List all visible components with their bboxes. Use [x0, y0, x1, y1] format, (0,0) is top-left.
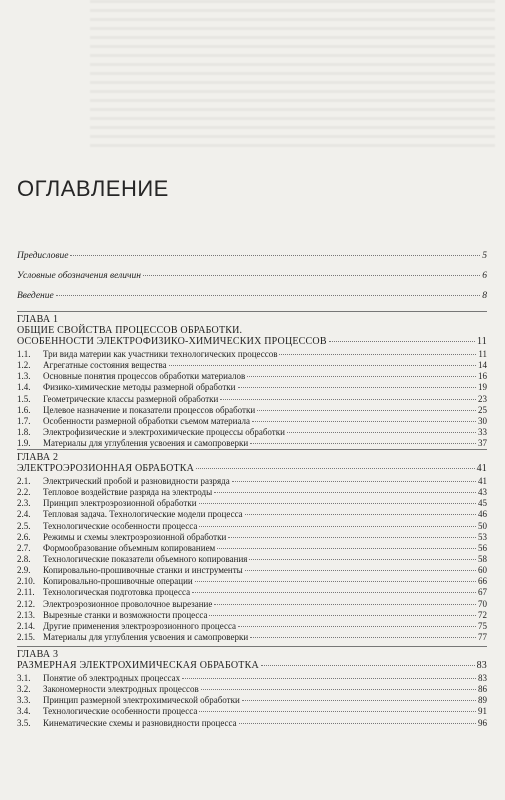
section-number: 2.10. — [17, 576, 35, 587]
entry-label: Материалы для углубления усвоения и самопроверки — [43, 631, 249, 642]
entry-page: 6 — [482, 271, 487, 281]
entry-page: 46 — [478, 509, 487, 520]
chapter-header: ГЛАВА 3 — [17, 646, 487, 660]
toc-entry[interactable] — [17, 521, 487, 532]
dot-leader — [242, 700, 476, 701]
toc-entry[interactable] — [17, 438, 487, 449]
entry-page: 50 — [478, 520, 487, 531]
section-number: 3.2. — [17, 684, 31, 695]
entry-label: Кинематические схемы и разновидности процесса — [43, 717, 237, 728]
toc-entry[interactable] — [17, 718, 487, 729]
toc-entry[interactable] — [17, 349, 487, 360]
entry-page: 70 — [478, 598, 487, 609]
section-number: 1.5. — [17, 393, 31, 404]
chapter-title-entry[interactable] — [17, 660, 487, 671]
entry-page: 66 — [478, 576, 487, 587]
entry-page: 8 — [482, 291, 487, 301]
chapter-header: ГЛАВА 1 — [17, 311, 487, 325]
dot-leader — [169, 365, 476, 366]
toc-entry[interactable] — [17, 286, 487, 306]
page-title: ОГЛАВЛЕНИЕ — [17, 176, 169, 201]
entry-label: Принцип электроэрозионной обработки — [43, 498, 197, 509]
entry-page: 56 — [478, 542, 487, 553]
entry-page: 5 — [482, 251, 487, 261]
entry-page: 30 — [478, 415, 487, 426]
dot-leader — [70, 255, 480, 256]
entry-label: Принцип размерной электрохимической обработки — [43, 695, 240, 706]
toc-entry[interactable] — [17, 576, 487, 587]
toc-entry[interactable] — [17, 587, 487, 598]
entry-label: Тепловая задача. Технологические модели процесса — [43, 509, 243, 520]
section-number: 2.5. — [17, 520, 31, 531]
entry-page: 25 — [478, 404, 487, 415]
chapter-title-line: ОСОБЕННОСТИ ЭЛЕКТРОФИЗИКО-ХИМИЧЕСКИХ ПРОЦЕССОВ — [17, 336, 327, 347]
entry-label: Электроэрозионное проволочное вырезание — [43, 598, 213, 609]
entry-label: Целевое назначение и показатели процессов обработки — [43, 404, 256, 415]
entry-label: Введение — [17, 291, 54, 301]
dot-leader — [220, 399, 476, 400]
chapter-3 — [17, 646, 487, 729]
toc-entry[interactable] — [17, 509, 487, 520]
toc-entry[interactable] — [17, 427, 487, 438]
chapter-title-line: РАЗМЕРНАЯ ЭЛЕКТРОХИМИЧЕСКАЯ ОБРАБОТКА — [17, 660, 259, 671]
dot-leader — [195, 581, 476, 582]
chapter-header: ГЛАВА 2 — [17, 449, 487, 463]
chapter-title-line: ЭЛЕКТРОЭРОЗИОННАЯ ОБРАБОТКА — [17, 463, 195, 474]
entry-label: Закономерности электродных процессов — [43, 684, 199, 695]
section-number: 2.13. — [17, 609, 35, 620]
section-number: 3.1. — [17, 673, 31, 683]
toc-entry[interactable] — [17, 266, 487, 286]
section-number: 1.1. — [17, 349, 31, 359]
entry-page: 11 — [478, 349, 487, 359]
toc-entry[interactable] — [17, 382, 487, 393]
toc-entry[interactable] — [17, 621, 487, 632]
entry-page: 77 — [478, 631, 487, 642]
section-number: 3.3. — [17, 695, 31, 706]
entry-label: Другие применения электроэрозионного процесса — [43, 620, 237, 631]
section-number: 2.15. — [17, 631, 35, 642]
section-number: 2.4. — [17, 509, 31, 520]
entry-label: Физико-химические методы размерной обработки — [43, 382, 236, 393]
chapter-page: 11 — [476, 336, 487, 347]
section-number: 2.12. — [17, 598, 35, 609]
section-number: 1.3. — [17, 371, 31, 382]
entry-page: 72 — [478, 609, 487, 620]
toc-entry[interactable] — [17, 405, 487, 416]
dot-leader — [250, 637, 476, 638]
toc-entry[interactable] — [17, 543, 487, 554]
section-number: 2.11. — [17, 587, 35, 598]
entry-label: Копировально-прошивочные станки и инструменты — [43, 565, 243, 576]
entry-label: Понятие об электродных процессах — [43, 673, 181, 683]
entry-label: Геометрические классы размерной обработки — [43, 393, 219, 404]
dot-leader — [199, 503, 476, 504]
section-number: 2.2. — [17, 487, 31, 498]
dot-leader — [209, 615, 476, 616]
entry-label: Режимы и схемы электроэрозионной обработки — [43, 531, 227, 542]
entry-page: 41 — [478, 476, 487, 486]
toc-entry[interactable] — [17, 706, 487, 717]
toc-entry[interactable] — [17, 554, 487, 565]
dot-leader — [252, 421, 476, 422]
toc-entry[interactable] — [17, 673, 487, 684]
section-number: 1.4. — [17, 382, 31, 393]
section-number: 1.7. — [17, 415, 31, 426]
chapter-title-entry[interactable] — [17, 336, 487, 347]
entry-page: 89 — [478, 695, 487, 706]
dot-leader — [143, 275, 480, 276]
toc-entry[interactable] — [17, 416, 487, 427]
section-number: 1.6. — [17, 404, 31, 415]
dot-leader — [249, 559, 476, 560]
section-number: 1.9. — [17, 438, 31, 449]
dot-leader — [329, 341, 475, 342]
dot-leader — [214, 604, 476, 605]
section-number: 1.2. — [17, 360, 31, 371]
toc-entry[interactable] — [17, 498, 487, 509]
entry-page: 53 — [478, 531, 487, 542]
dot-leader — [238, 626, 476, 627]
dot-leader — [192, 592, 476, 593]
dot-leader — [261, 665, 475, 666]
chapter-title-entry[interactable] — [17, 463, 487, 474]
entry-label: Технологические особенности процесса — [43, 520, 198, 531]
dot-leader — [199, 711, 476, 712]
section-number: 1.8. — [17, 426, 31, 437]
toc-entry[interactable] — [17, 246, 487, 266]
entry-page: 16 — [478, 371, 487, 382]
entry-label: Тепловое воздействие разряда на электроды — [43, 487, 213, 498]
entry-label: Технологические особенности процесса — [43, 706, 198, 717]
entry-page: 23 — [478, 393, 487, 404]
entry-page: 37 — [478, 438, 487, 449]
dot-leader — [182, 678, 476, 679]
toc-entry[interactable] — [17, 487, 487, 498]
section-number: 2.8. — [17, 553, 31, 564]
toc-entry[interactable] — [17, 632, 487, 643]
toc-entry[interactable] — [17, 599, 487, 610]
dot-leader — [196, 468, 474, 469]
entry-label: Основные понятия процессов обработки материалов — [43, 371, 246, 382]
toc-entry[interactable] — [17, 684, 487, 695]
entry-label: Агрегатные состояния вещества — [43, 360, 167, 371]
toc-entry[interactable] — [17, 360, 487, 371]
entry-page: 45 — [478, 498, 487, 509]
toc-entry[interactable] — [17, 394, 487, 405]
section-number: 2.14. — [17, 620, 35, 631]
entry-page: 75 — [478, 620, 487, 631]
toc-entry[interactable] — [17, 610, 487, 621]
entry-page: 91 — [478, 706, 487, 717]
dot-leader — [217, 548, 476, 549]
section-number: 3.5. — [17, 717, 31, 728]
entry-label: Условные обозначения величин — [17, 271, 141, 281]
section-number: 2.3. — [17, 498, 31, 509]
section-number: 2.1. — [17, 476, 31, 486]
dot-leader — [214, 492, 476, 493]
toc-entry[interactable] — [17, 532, 487, 543]
toc-entry[interactable] — [17, 695, 487, 706]
entry-label: Особенности размерной обработки съемом материала — [43, 415, 251, 426]
entry-label: Электрофизические и электрохимические процессы обработки — [43, 426, 285, 437]
chapter-page: 83 — [476, 660, 487, 671]
section-number: 2.9. — [17, 565, 31, 576]
dot-leader — [232, 481, 476, 482]
chapter-title-line: ОБЩИЕ СВОЙСТВА ПРОЦЕССОВ ОБРАБОТКИ. — [17, 325, 243, 336]
dot-leader — [56, 295, 481, 296]
entry-label: Предисловие — [17, 251, 69, 261]
dot-leader — [257, 410, 476, 411]
dot-leader — [287, 432, 476, 433]
entry-page: 33 — [478, 426, 487, 437]
dot-leader — [250, 443, 476, 444]
front-matter-list — [17, 246, 487, 306]
entry-page: 58 — [478, 553, 487, 564]
section-number: 2.7. — [17, 542, 31, 553]
section-list — [17, 476, 487, 643]
entry-page: 86 — [478, 684, 487, 695]
dot-leader — [201, 689, 476, 690]
dot-leader — [228, 537, 476, 538]
entry-label: Три вида материи как участники технологических процессов — [43, 349, 278, 359]
toc-entry[interactable] — [17, 565, 487, 576]
entry-label: Технологическая подготовка процесса — [43, 587, 191, 598]
dot-leader — [247, 376, 476, 377]
dot-leader — [279, 354, 476, 355]
entry-label: Вырезные станки и возможности процесса — [43, 609, 208, 620]
entry-page: 19 — [478, 382, 487, 393]
chapter-page: 41 — [476, 463, 487, 474]
entry-label: Формообразование объемным копированием — [43, 542, 216, 553]
dot-leader — [199, 526, 476, 527]
entry-page: 14 — [478, 360, 487, 371]
section-number: 3.4. — [17, 706, 31, 717]
entry-page: 67 — [478, 587, 487, 598]
entry-page: 83 — [478, 673, 487, 683]
entry-page: 96 — [478, 717, 487, 728]
dot-leader — [245, 570, 476, 571]
section-number: 2.6. — [17, 531, 31, 542]
section-list — [17, 349, 487, 449]
entry-label: Материалы для углубления усвоения и самопроверки — [43, 438, 249, 449]
dot-leader — [245, 514, 476, 515]
entry-label: Копировально-прошивочные операции — [43, 576, 193, 587]
section-list — [17, 673, 487, 729]
chapter-1 — [17, 311, 487, 449]
dot-leader — [239, 723, 476, 724]
chapter-2 — [17, 449, 487, 643]
entry-label: Технологические показатели объемного копирования — [43, 553, 248, 564]
entry-page: 60 — [478, 565, 487, 576]
entry-label: Электрический пробой и разновидности разряда — [43, 476, 230, 486]
toc-entry[interactable] — [17, 476, 487, 487]
toc-entry[interactable] — [17, 371, 487, 382]
dot-leader — [238, 387, 477, 388]
entry-page: 43 — [478, 487, 487, 498]
